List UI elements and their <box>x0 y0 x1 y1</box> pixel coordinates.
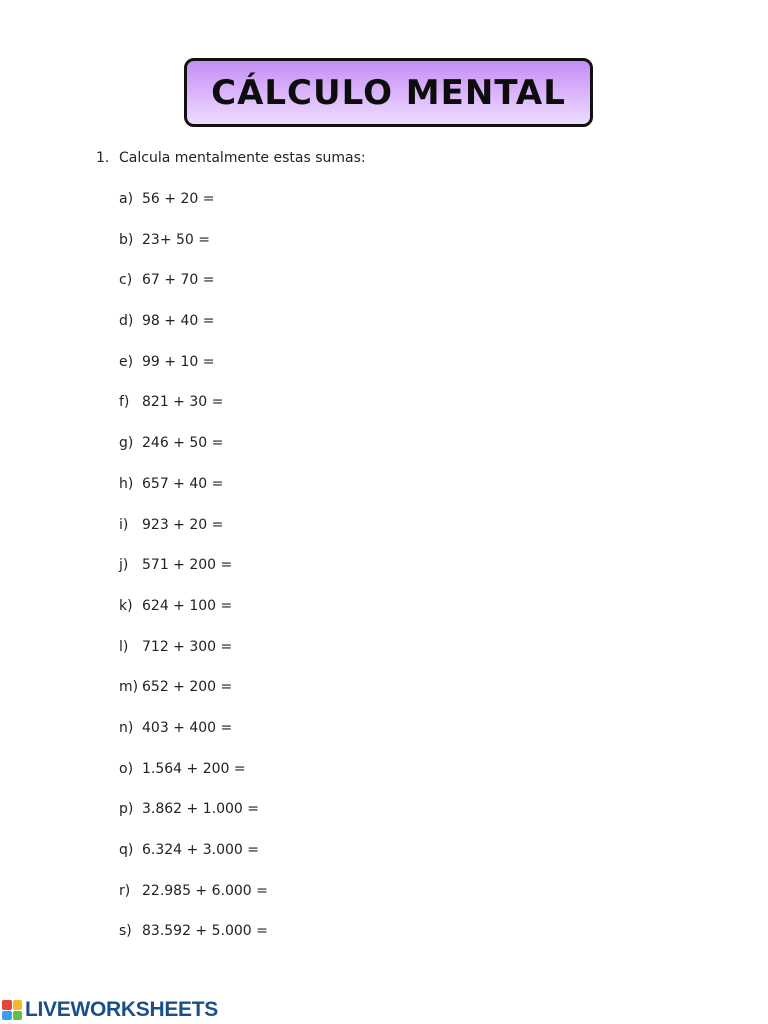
item-expression: 712 + 300 = <box>142 638 233 655</box>
item-expression: 56 + 20 = <box>142 191 215 207</box>
item-expression: 99 + 10 = <box>142 353 215 370</box>
list-item <box>119 761 268 802</box>
item-letter: j) <box>119 557 129 574</box>
item-expression: 923 + 20 = <box>142 516 224 533</box>
list-item <box>119 679 268 720</box>
list-item <box>119 883 268 924</box>
list-item <box>119 801 268 842</box>
liveworksheets-logo[interactable] <box>2 998 218 1022</box>
item-letter: m) <box>119 679 139 696</box>
list-item <box>119 517 268 558</box>
item-letter: c) <box>119 272 133 289</box>
list-item <box>119 720 268 761</box>
exercise-instruction-text: Calcula mentalmente estas sumas: <box>119 150 366 166</box>
list-item <box>119 923 268 964</box>
item-expression: 67 + 70 = <box>142 272 215 289</box>
item-letter: a) <box>119 191 134 207</box>
list-item <box>119 191 268 232</box>
item-expression: 6.324 + 3.000 = <box>142 842 259 858</box>
item-expression: 571 + 200 = <box>142 557 233 574</box>
item-letter: p) <box>119 801 134 818</box>
list-item <box>119 598 268 639</box>
list-item <box>119 272 268 313</box>
item-letter: f) <box>119 394 130 411</box>
list-item <box>119 313 268 354</box>
list-item <box>119 639 268 680</box>
item-letter: e) <box>119 353 134 370</box>
item-expression: 246 + 50 = <box>142 435 224 452</box>
title-banner <box>184 58 593 127</box>
item-expression: 403 + 400 = <box>142 719 233 736</box>
item-expression: 652 + 200 = <box>142 679 233 696</box>
item-letter: l) <box>119 638 129 655</box>
page-title: CÁLCULO MENTAL <box>211 72 566 113</box>
item-letter: d) <box>119 313 134 330</box>
item-letter: g) <box>119 435 134 452</box>
item-letter: r) <box>119 882 131 899</box>
item-letter: n) <box>119 719 134 736</box>
list-item <box>119 394 268 435</box>
item-letter: o) <box>119 760 134 777</box>
exercise-list <box>119 191 268 964</box>
item-letter: q) <box>119 842 134 858</box>
item-expression: 98 + 40 = <box>142 313 215 330</box>
item-letter: k) <box>119 597 133 614</box>
item-expression: 1.564 + 200 = <box>142 760 246 777</box>
item-expression: 23+ 50 = <box>142 231 210 248</box>
list-item <box>119 354 268 395</box>
item-expression: 657 + 40 = <box>142 475 224 492</box>
exercise-instruction <box>96 150 366 166</box>
item-letter: h) <box>119 475 134 492</box>
item-expression: 83.592 + 5.000 = <box>142 923 268 940</box>
item-expression: 821 + 30 = <box>142 394 224 411</box>
list-item <box>119 232 268 273</box>
list-item <box>119 435 268 476</box>
item-letter: s) <box>119 923 132 940</box>
item-letter: i) <box>119 516 129 533</box>
liveworksheets-brand: LIVEWORKSHEETS <box>25 998 218 1021</box>
list-item <box>119 557 268 598</box>
liveworksheets-logo-icon <box>2 1000 22 1020</box>
list-item <box>119 842 268 883</box>
list-item <box>119 476 268 517</box>
exercise-number: 1. <box>96 150 110 166</box>
item-letter: b) <box>119 231 134 248</box>
item-expression: 3.862 + 1.000 = <box>142 801 259 818</box>
item-expression: 22.985 + 6.000 = <box>142 882 268 899</box>
item-expression: 624 + 100 = <box>142 597 233 614</box>
